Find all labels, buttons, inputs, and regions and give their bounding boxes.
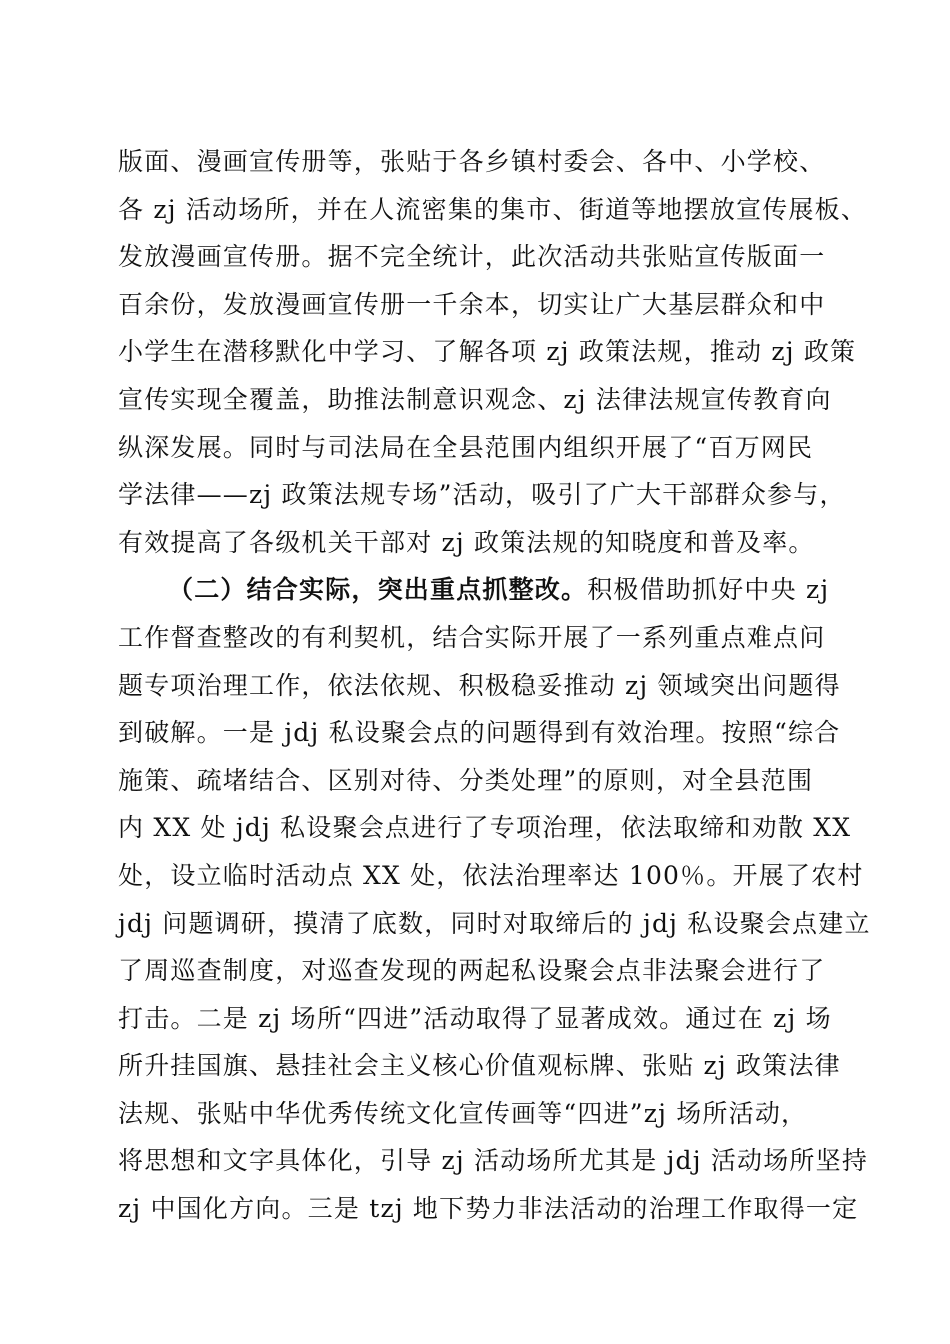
text-line: 发放漫画宣传册。据不完全统计，此次活动共张贴宣传版面一 bbox=[118, 242, 826, 272]
document-body bbox=[118, 138, 871, 1233]
text-line: 内 XX 处 jdj 私设聚会点进行了专项治理，依法取缔和劝散 XX bbox=[118, 813, 852, 843]
text-line: 打击。二是 zj 场所“四进”活动取得了显著成效。通过在 zj 场 bbox=[118, 1003, 832, 1033]
text-line: 工作督查整改的有利契机，结合实际开展了一系列重点难点问 bbox=[118, 622, 826, 652]
paragraph-rectification bbox=[118, 566, 871, 1232]
text-line: 纵深发展。同时与司法局在全县范围内组织开展了“百万网民 bbox=[118, 432, 814, 462]
paragraph-publicity bbox=[118, 138, 868, 566]
text-line: 宣传实现全覆盖，助推法制意识观念、zj 法律法规宣传教育向 bbox=[118, 384, 832, 414]
text-line: 所升挂国旗、悬挂社会主义核心价值观标牌、张贴 zj 政策法律 bbox=[118, 1051, 841, 1081]
text-line: 有效提高了各级机关干部对 zj 政策法规的知晓度和普及率。 bbox=[118, 527, 815, 557]
text-line: 将思想和文字具体化，引导 zj 活动场所尤其是 jdj 活动场所坚持 bbox=[118, 1146, 869, 1176]
text-line: 了周巡查制度，对巡查发现的两起私设聚会点非法聚会进行了 bbox=[118, 956, 826, 986]
text-line: 施策、疏堵结合、区别对待、分类处理”的原则，对全县范围 bbox=[118, 765, 814, 795]
text-line: 学法律——zj 政策法规专场”活动，吸引了广大干部群众参与， bbox=[118, 480, 846, 510]
text-line: jdj 问题调研，摸清了底数，同时对取缔后的 jdj 私设聚会点建立 bbox=[118, 908, 871, 938]
text-line: 小学生在潜移默化中学习、了解各项 zj 政策法规，推动 zj 政策 bbox=[118, 337, 857, 367]
text-line bbox=[118, 566, 838, 614]
text-line: 题专项治理工作，依法依规、积极稳妥推动 zj 领域突出问题得 bbox=[118, 670, 841, 700]
text-line: 版面、漫画宣传册等，张贴于各乡镇村委会、各中、小学校、 bbox=[118, 147, 826, 176]
text-run: 积极借助抓好中央 zj bbox=[587, 575, 830, 605]
text-line: 到破解。一是 jdj 私设聚会点的问题得到有效治理。按照“综合 bbox=[118, 718, 841, 748]
text-line: 百余份，发放漫画宣传册一千余本，切实让广大基层群众和中 bbox=[118, 289, 826, 319]
text-line: 法规、张贴中华优秀传统文化宣传画等“四进”zj 场所活动， bbox=[118, 1098, 808, 1128]
section-heading: （二）结合实际，突出重点抓整改。 bbox=[168, 575, 588, 605]
text-line: 处，设立临时活动点 XX 处，依法治理率达 100％。开展了农村 bbox=[118, 860, 864, 890]
text-line: 各 zj 活动场所，并在人流密集的集市、街道等地摆放宣传展板、 bbox=[118, 194, 868, 224]
text-line: zj 中国化方向。三是 tzj 地下势力非法活动的治理工作取得一定 bbox=[118, 1194, 859, 1224]
